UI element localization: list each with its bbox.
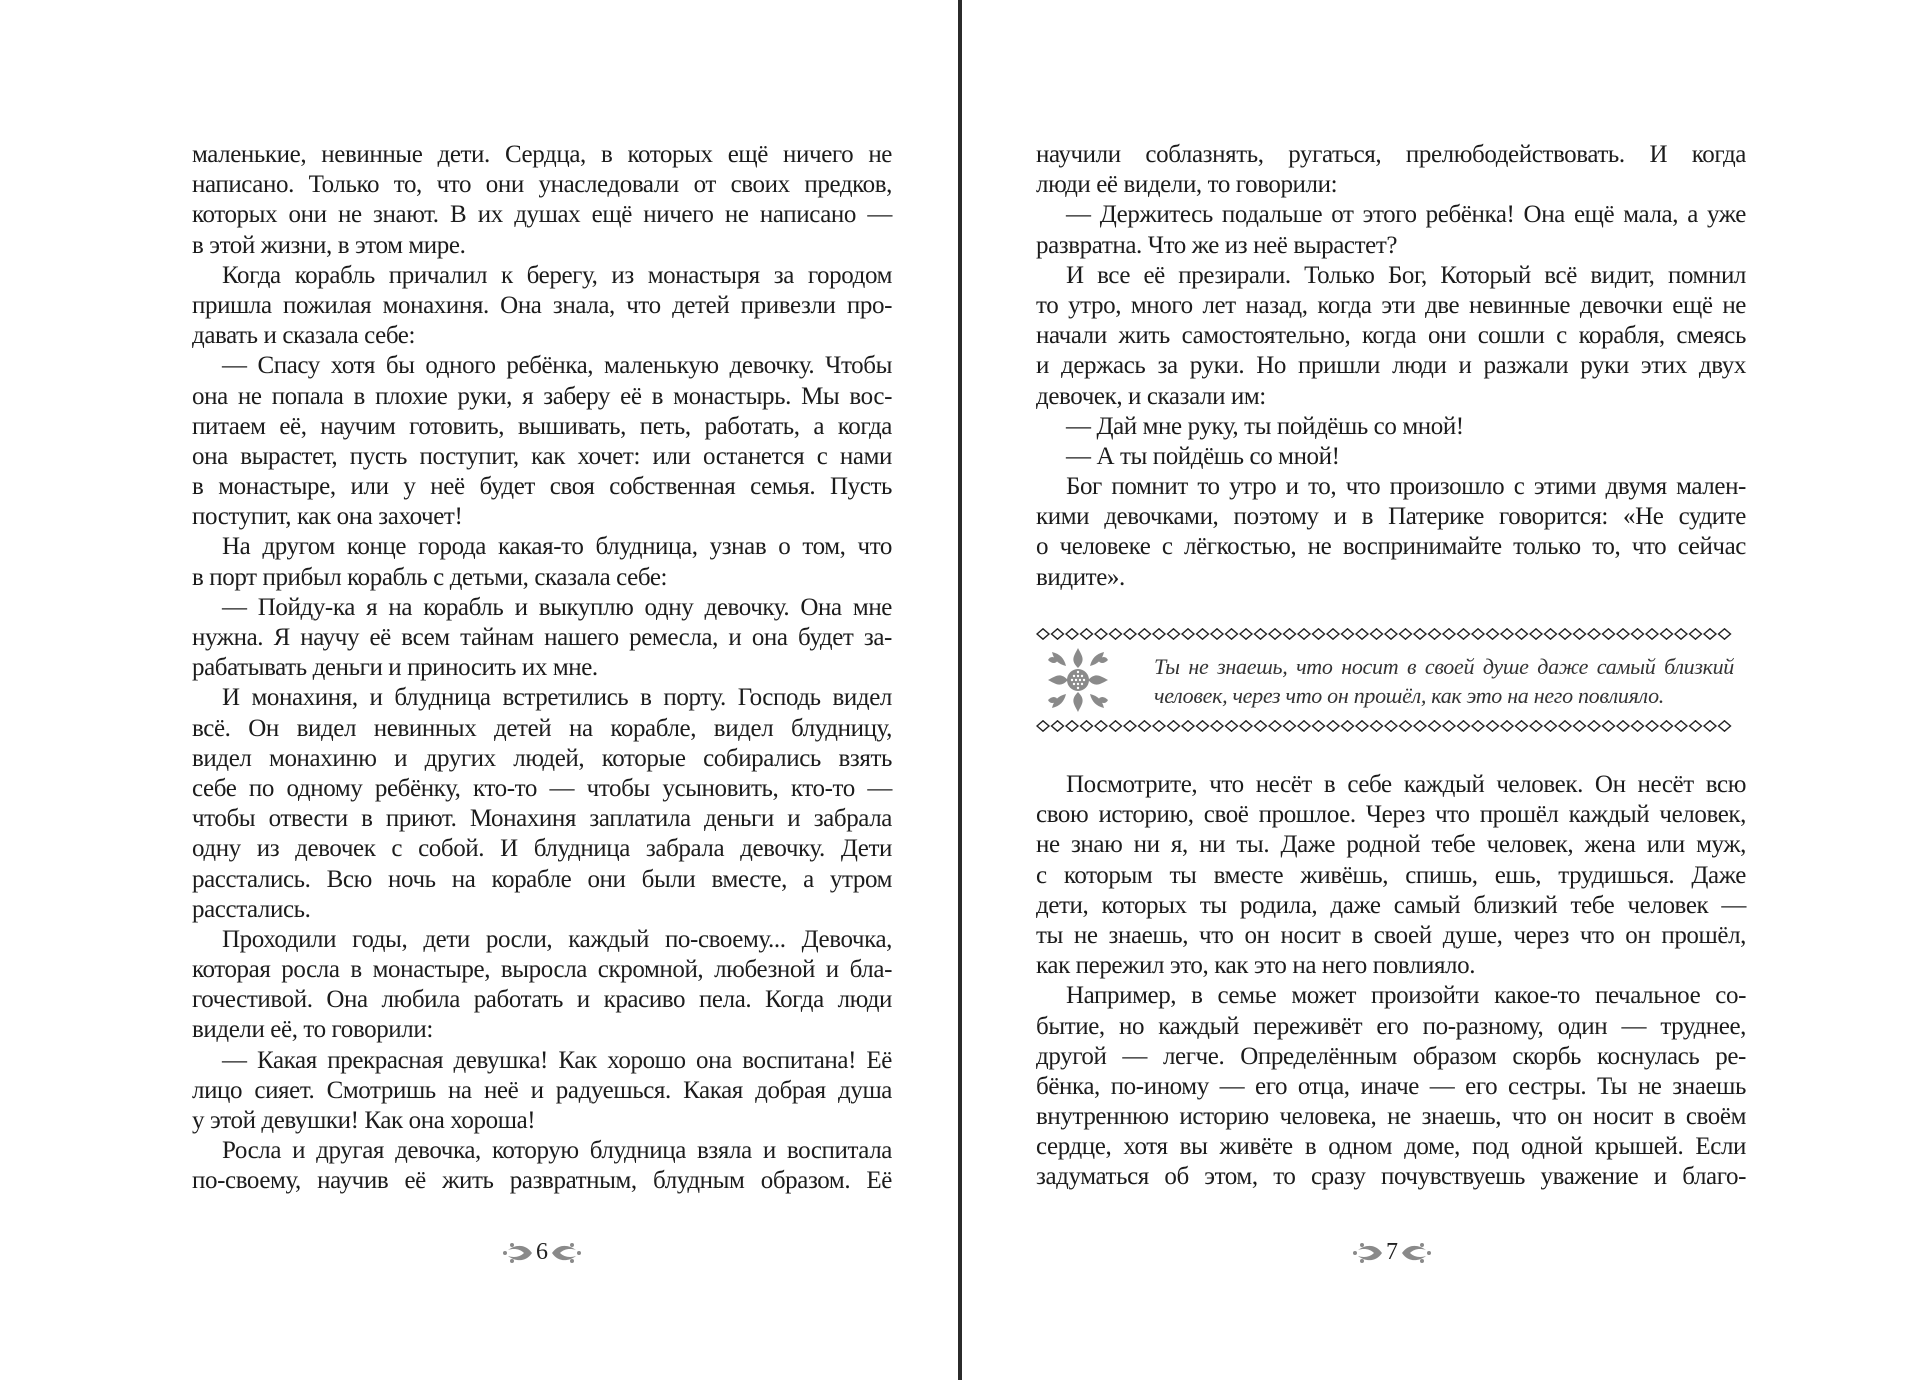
floral-ornament-icon	[1046, 646, 1110, 714]
diamond-mark	[1603, 721, 1615, 731]
diamond-mark	[1458, 629, 1470, 639]
text-line: гочестивой. Она любила работать и красиво пела. Когда люди	[192, 986, 892, 1014]
diamond-mark	[1487, 721, 1499, 731]
diamond-mark	[1095, 721, 1107, 731]
text-line: рабатывать деньги и приносить их мне.	[192, 654, 598, 682]
diamond-mark	[1226, 629, 1238, 639]
text-line: и держась за руки. Но пришли люди и разжали руки этих двух	[1036, 352, 1746, 380]
text-line: пришла пожилая монахиня. Она знала, что детей привезли про-	[192, 291, 892, 319]
page-number-folio	[502, 1238, 582, 1268]
diamond-mark	[1574, 629, 1586, 639]
text-line: — Держитесь подальше от этого ребёнка! Она ещё мала, а уже	[1066, 201, 1746, 229]
diamond-mark	[1588, 721, 1600, 731]
diamond-mark	[1313, 721, 1325, 731]
diamond-mark	[1211, 629, 1223, 639]
diamond-mark	[1690, 629, 1702, 639]
text-line: которых они не знают. В их душах ещё ничего не написано —	[192, 201, 892, 229]
text-line: то утро, много лет назад, когда эти две невинные девочки ещё не	[1036, 291, 1746, 319]
text-line: свою историю, своё прошлое. Через что прошёл каждый человек,	[1036, 801, 1746, 829]
diamond-mark	[1661, 721, 1673, 731]
book-spine-divider	[958, 0, 962, 1380]
text-line: в этой жизни, в этом мире.	[192, 231, 466, 259]
diamond-mark	[1124, 721, 1136, 731]
diamond-mark	[1052, 721, 1064, 731]
text-line: И все её презирали. Только Бог, Который всё видит, помнил	[1066, 261, 1746, 289]
pull-quote-box	[1036, 628, 1732, 736]
text-line: ты не знаешь, что он носит в своей душе, через что он прошёл,	[1036, 921, 1746, 949]
text-line: Когда корабль причалил к берегу, из монастыря за городом	[222, 261, 892, 289]
text-line: себе по одному ребёнку, кто-то — чтобы усыновить, кто-то —	[192, 774, 892, 802]
diamond-mark	[1472, 629, 1484, 639]
text-line: нужна. Я научу её всем тайнам нашего ремесла, и она будет за-	[192, 624, 892, 651]
diamond-mark	[1327, 721, 1339, 731]
diamond-mark	[1081, 721, 1093, 731]
right-page-body-bottom	[1036, 770, 1746, 1193]
text-line: расстались. Всю ночь на корабле они были вместе, а утром	[192, 865, 892, 893]
diamond-mark	[1414, 721, 1426, 731]
diamond-mark	[1037, 721, 1049, 731]
text-line: человек, через что он прошёл, как это на него повлияло.	[1154, 683, 1664, 708]
diamond-mark	[1400, 629, 1412, 639]
diamond-mark	[1588, 629, 1600, 639]
diamond-mark	[1559, 721, 1571, 731]
diamond-mark	[1661, 629, 1673, 639]
text-line: расстались.	[192, 895, 311, 923]
diamond-mark	[1400, 721, 1412, 731]
page-number: 6	[536, 1239, 548, 1265]
diamond-mark	[1574, 721, 1586, 731]
text-line: маленькие, невинные дети. Сердца, в которых ещё ничего не	[192, 141, 892, 168]
text-line: одну из девочек с собой. И блудница забрала девочку. Дети	[192, 835, 892, 863]
diamond-mark	[1371, 629, 1383, 639]
diamond-mark	[1211, 721, 1223, 731]
diamond-mark	[1385, 721, 1397, 731]
diamond-mark	[1704, 721, 1716, 731]
diamond-mark	[1168, 629, 1180, 639]
text-line: она вырастет, пусть поступит, как хочет: или останется с нами	[192, 442, 892, 470]
diamond-mark	[1139, 629, 1151, 639]
text-line: Посмотрите, что несёт в себе каждый человек. Он несёт всю	[1066, 771, 1746, 798]
diamond-mark	[1255, 721, 1267, 731]
text-line: в монастыре, или у неё будет своя собственная семья. Пусть	[192, 473, 892, 501]
text-line: как пережил это, как это на него повлияло.	[1036, 952, 1476, 980]
text-line: И монахиня, и блудница встретились в порту. Господь видел	[222, 684, 892, 712]
diamond-mark	[1530, 629, 1542, 639]
diamond-mark	[1646, 721, 1658, 731]
diamond-mark	[1269, 721, 1281, 731]
diamond-mark	[1371, 721, 1383, 731]
text-line: видели её, то говорили:	[192, 1016, 433, 1044]
diamond-mark	[1182, 629, 1194, 639]
text-line: развратна. Что же из неё вырастет?	[1036, 231, 1398, 259]
text-line: Проходили годы, дети росли, каждый по-своему... Девочка,	[222, 925, 892, 953]
diamond-mark	[1255, 629, 1267, 639]
diamond-mark	[1559, 629, 1571, 639]
diamond-mark	[1124, 629, 1136, 639]
text-line: девочек, и сказали им:	[1036, 382, 1266, 410]
text-line: кими девочками, поэтому и в Патерике говорится: «Не судите	[1036, 503, 1746, 531]
text-line: всё. Он видел невинных детей на корабле, видел блудницу,	[192, 714, 892, 742]
diamond-mark	[1719, 629, 1731, 639]
diamond-mark	[1617, 629, 1629, 639]
text-line: — Дай мне руку, ты пойдёшь со мной!	[1066, 412, 1464, 440]
text-line: Например, в семье может произойти какое-то печальное со-	[1066, 982, 1746, 1010]
diamond-mark	[1414, 629, 1426, 639]
left-page	[0, 0, 956, 1380]
diamond-mark	[1385, 629, 1397, 639]
diamond-mark	[1443, 629, 1455, 639]
diamond-mark	[1675, 721, 1687, 731]
diamond-mark	[1429, 721, 1441, 731]
page-number-folio	[1352, 1238, 1432, 1268]
text-line: чтобы отвести в приют. Монахиня заплатила деньги и забрала	[192, 805, 892, 833]
text-line: с которым ты вместе живёшь, спишь, ешь, трудишься. Даже	[1036, 861, 1746, 889]
diamond-mark	[1139, 721, 1151, 731]
diamond-mark	[1429, 629, 1441, 639]
text-line: в порт прибыл корабль с детьми, сказала себе:	[192, 563, 668, 591]
text-line: она не попала в плохие руки, я заберу её в монастырь. Мы вос-	[192, 382, 892, 410]
text-line: начали жить самостоятельно, когда они сошли с корабля, смеясь	[1036, 322, 1746, 350]
diamond-mark	[1182, 721, 1194, 731]
text-line: Росла и другая девочка, которую блудница взяла и воспитала	[222, 1137, 892, 1165]
diamond-mark	[1690, 721, 1702, 731]
diamond-mark	[1313, 629, 1325, 639]
diamond-mark	[1545, 721, 1557, 731]
text-line: дети, которых ты родила, даже самый близкий тебе человек —	[1036, 891, 1746, 919]
text-line: — Пойду-ка я на корабль и выкуплю одну девочку. Она мне	[222, 593, 892, 621]
diamond-mark	[1516, 629, 1528, 639]
text-line: — Какая прекрасная девушка! Как хорошо она воспитана! Её	[222, 1046, 892, 1074]
pull-quote-text	[1154, 652, 1734, 710]
diamond-mark	[1342, 721, 1354, 731]
diamond-mark	[1240, 721, 1252, 731]
diamond-mark	[1356, 629, 1368, 639]
diamond-mark	[1443, 721, 1455, 731]
diamond-mark	[1530, 721, 1542, 731]
diamond-mark	[1719, 721, 1731, 731]
diamond-mark	[1153, 721, 1165, 731]
text-line: бытие, но каждый переживёт его по-разному, один — труднее,	[1036, 1012, 1746, 1040]
diamond-mark	[1066, 721, 1078, 731]
text-line: На другом конце города какая-то блудница, узнав о том, что	[222, 533, 892, 561]
diamond-mark	[1298, 721, 1310, 731]
diamond-mark	[1545, 629, 1557, 639]
text-line: которая росла в монастыре, выросла скромной, любезной и бла-	[192, 956, 892, 984]
diamond-mark	[1052, 629, 1064, 639]
diamond-mark	[1501, 721, 1513, 731]
text-line: Бог помнит то утро и то, что произошло с этими двумя мален-	[1066, 473, 1746, 501]
diamond-mark	[1704, 629, 1716, 639]
diamond-mark	[1603, 629, 1615, 639]
diamond-mark	[1226, 721, 1238, 731]
text-line: сердце, хотя вы живёте в одном доме, под одной крышей. Если	[1036, 1133, 1746, 1161]
diamond-mark	[1037, 629, 1049, 639]
diamond-mark	[1472, 721, 1484, 731]
diamond-mark	[1298, 629, 1310, 639]
diamond-mark	[1284, 629, 1296, 639]
diamond-border-top-icon	[1036, 628, 1732, 640]
left-page-body	[192, 140, 892, 1197]
diamond-mark	[1110, 629, 1122, 639]
text-line: Ты не знаешь, что носит в своей душе даже самый близкий	[1154, 654, 1734, 679]
right-page	[964, 0, 1920, 1380]
right-page-body-top	[1036, 140, 1746, 593]
text-line: написано. Только то, что они унаследовали от своих предков,	[192, 171, 892, 199]
diamond-mark	[1197, 629, 1209, 639]
diamond-mark	[1487, 629, 1499, 639]
text-line: задуматься об этом, то сразу почувствуешь уважение и благо-	[1036, 1163, 1746, 1191]
diamond-mark	[1675, 629, 1687, 639]
page-number: 7	[1386, 1239, 1398, 1265]
text-line: видел монахиню и других людей, которые собирались взять	[192, 744, 892, 772]
diamond-mark	[1197, 721, 1209, 731]
diamond-mark	[1095, 629, 1107, 639]
diamond-mark	[1356, 721, 1368, 731]
diamond-mark	[1516, 721, 1528, 731]
diamond-mark	[1342, 629, 1354, 639]
diamond-border-bottom-icon	[1036, 720, 1732, 732]
text-line: по-своему, научив её жить развратным, блудным образом. Её	[192, 1167, 892, 1195]
text-line: лицо сияет. Смотришь на неё и радуешься. Какая добрая душа	[192, 1076, 892, 1104]
text-line: не знаю ни я, ни ты. Даже родной тебе человек, жена или муж,	[1036, 831, 1746, 859]
diamond-mark	[1081, 629, 1093, 639]
diamond-mark	[1632, 629, 1644, 639]
diamond-mark	[1066, 629, 1078, 639]
text-line: — А ты пойдёшь со мной!	[1066, 442, 1340, 470]
diamond-mark	[1269, 629, 1281, 639]
diamond-mark	[1110, 721, 1122, 731]
text-line: питаем её, научим готовить, вышивать, петь, работать, а когда	[192, 412, 892, 440]
diamond-mark	[1617, 721, 1629, 731]
text-line: люди её видели, то говорили:	[1036, 171, 1338, 199]
text-line: у этой девушки! Как она хороша!	[192, 1107, 536, 1134]
text-line: другой — легче. Определённым образом скорбь коснулась ре-	[1036, 1042, 1746, 1070]
text-line: видите».	[1036, 563, 1125, 591]
text-line: поступит, как она захочет!	[192, 503, 463, 531]
diamond-mark	[1458, 721, 1470, 731]
diamond-mark	[1501, 629, 1513, 639]
diamond-mark	[1632, 721, 1644, 731]
text-line: внутреннюю историю человека, не знаешь, что он носит в своём	[1036, 1103, 1746, 1131]
diamond-mark	[1646, 629, 1658, 639]
text-line: научили соблазнять, ругаться, прелюбодействовать. И когда	[1036, 141, 1746, 168]
text-line: о человеке с лёгкостью, не воспринимайте только то, что сейчас	[1036, 533, 1746, 561]
text-line: давать и сказала себе:	[192, 322, 416, 350]
diamond-mark	[1153, 629, 1165, 639]
text-line: бёнка, по-иному — его отца, иначе — его сестры. Ты не знаешь	[1036, 1072, 1746, 1100]
diamond-mark	[1284, 721, 1296, 731]
diamond-mark	[1240, 629, 1252, 639]
diamond-mark	[1327, 629, 1339, 639]
diamond-mark	[1168, 721, 1180, 731]
text-line: — Спасу хотя бы одного ребёнка, маленькую девочку. Чтобы	[222, 352, 892, 380]
